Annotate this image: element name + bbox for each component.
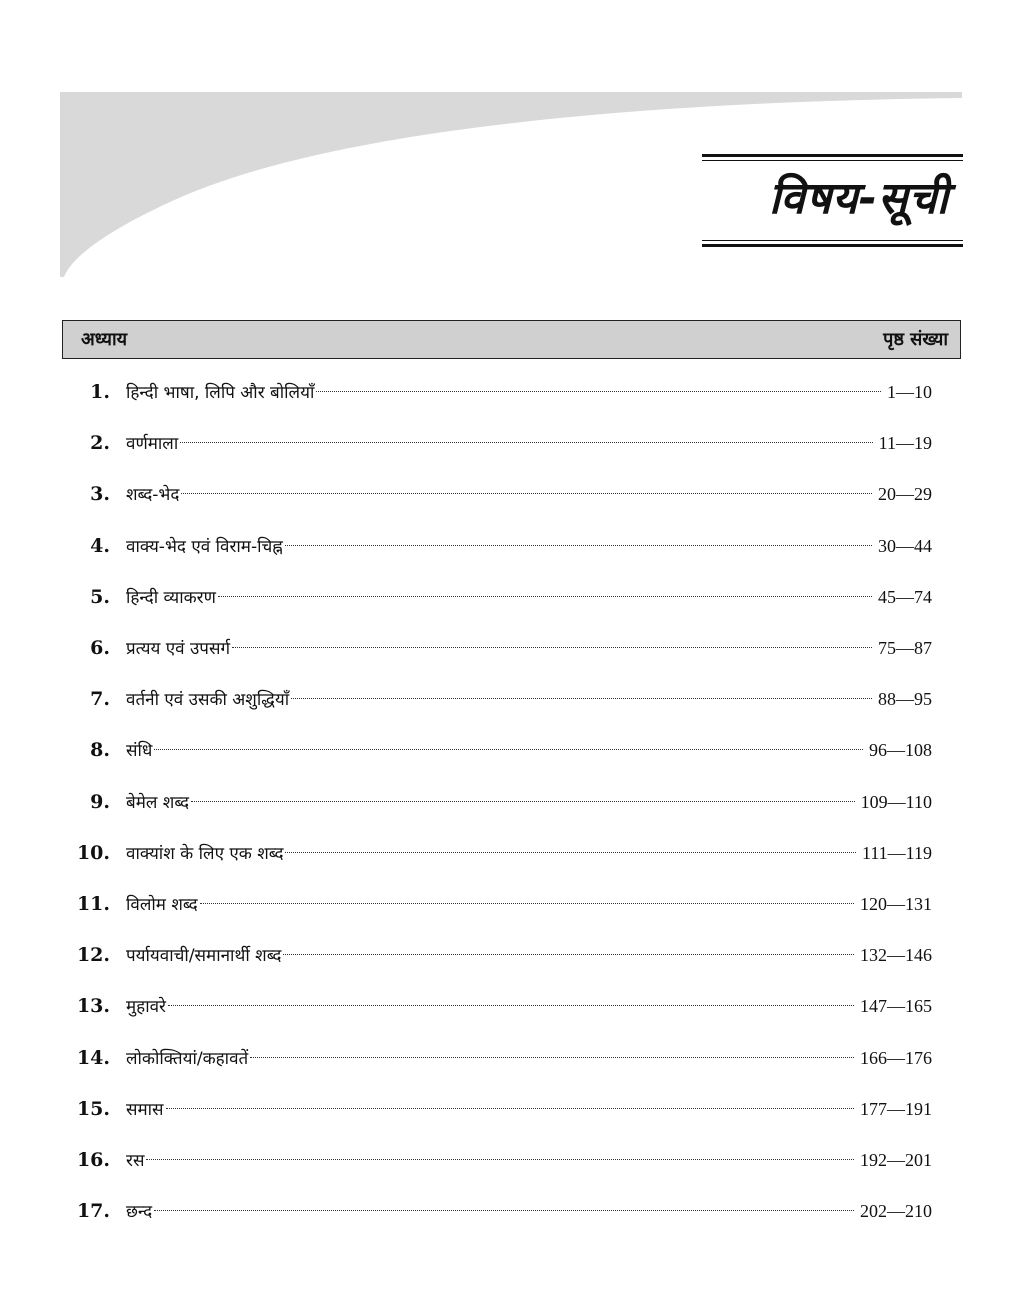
dot-leader (232, 647, 872, 648)
page-range: 132—146 (860, 945, 932, 966)
chapter-title: बेमेल शब्द (126, 792, 190, 813)
toc-row (72, 472, 932, 516)
chapter-number: 2. (90, 432, 110, 455)
toc-row (72, 524, 932, 568)
chapter-title: छन्द (126, 1202, 153, 1223)
toc-row (72, 1138, 932, 1182)
page-range: 75—87 (878, 638, 932, 658)
chapter-number: 1. (90, 381, 110, 403)
toc-row (72, 984, 932, 1028)
page-range: 45—74 (878, 586, 932, 607)
chapter-number: 4. (90, 534, 110, 557)
chapter-title: प्रत्यय एवं उपसर्ग (126, 639, 231, 659)
chapter-title: रस (126, 1151, 145, 1171)
toc-row (72, 728, 932, 772)
toc-row (72, 421, 932, 465)
chapter-title: विलोम शब्द (126, 895, 198, 915)
table-header (62, 320, 961, 359)
title-rule-bottom-thin (702, 240, 963, 241)
page-range: 96—108 (869, 740, 932, 761)
toc-row (72, 882, 932, 926)
title-block (702, 154, 963, 248)
chapter-number: 5. (90, 585, 110, 608)
dot-leader (291, 698, 872, 699)
title-rule-bottom (702, 244, 963, 247)
page-range: 120—131 (860, 894, 932, 914)
chapter-title: वर्णमाला (126, 434, 179, 455)
chapter-number: 13. (76, 995, 110, 1018)
chapter-title: वाक्यांश के लिए एक शब्द (126, 843, 284, 864)
title-rule-top-thin (702, 160, 963, 161)
toc-row (72, 677, 932, 721)
chapter-number: 8. (90, 739, 110, 762)
header-chapter: अध्याय (81, 329, 128, 350)
chapter-number: 9. (90, 790, 110, 813)
dot-leader (285, 545, 872, 546)
page-title: विषय-सूची (768, 173, 949, 224)
dot-leader (154, 749, 863, 750)
chapter-number: 16. (76, 1149, 110, 1171)
toc-row (72, 1036, 932, 1080)
chapter-title: शब्द-भेद (126, 485, 180, 506)
dot-leader (283, 954, 854, 955)
page-range: 192—201 (860, 1150, 932, 1170)
dot-leader (316, 391, 881, 392)
toc-row (72, 1189, 932, 1233)
chapter-title: पर्यायवाची/समानार्थी शब्द (126, 946, 282, 967)
dot-leader (218, 596, 872, 597)
header-page-number: पृष्ठ संख्या (883, 329, 948, 350)
page-range: 177—191 (860, 1098, 932, 1119)
dot-leader (168, 1005, 854, 1006)
chapter-title: मुहावरे (126, 997, 167, 1018)
chapter-title: संधि (126, 741, 153, 762)
chapter-title: हिन्दी भाषा, लिपि और बोलियाँ (126, 383, 315, 403)
chapter-title: लोकोक्तियां/कहावतें (126, 1048, 249, 1069)
chapter-number: 10. (76, 841, 110, 864)
chapter-title: समास (126, 1099, 164, 1120)
dot-leader (250, 1057, 854, 1058)
chapter-number: 7. (90, 688, 110, 711)
page-range: 1—10 (887, 382, 932, 402)
chapter-title: वाक्य-भेद एवं विराम-चिह्न (126, 536, 283, 557)
chapter-title: वर्तनी एवं उसकी अशुद्धियाँ (126, 690, 290, 711)
chapter-number: 15. (76, 1097, 110, 1120)
chapter-number: 6. (90, 637, 110, 659)
page-range: 20—29 (878, 484, 932, 505)
chapter-number: 3. (90, 483, 110, 506)
dot-leader (200, 903, 854, 904)
dot-leader (180, 442, 872, 443)
page-range: 166—176 (860, 1047, 932, 1068)
page-range: 111—119 (862, 842, 932, 863)
dot-leader (181, 493, 872, 494)
page-range: 30—44 (878, 535, 932, 556)
chapter-number: 12. (76, 944, 110, 967)
toc-row (72, 1087, 932, 1131)
dot-leader (154, 1210, 854, 1211)
toc-row (72, 933, 932, 977)
page-range: 88—95 (878, 689, 932, 710)
toc-row (72, 780, 932, 824)
dot-leader (191, 801, 855, 802)
page-range: 11—19 (878, 433, 932, 454)
dot-leader (285, 852, 856, 853)
toc-row (72, 831, 932, 875)
page-range: 147—165 (860, 996, 932, 1017)
chapter-title: हिन्दी व्याकरण (126, 587, 216, 608)
toc-row (72, 575, 932, 619)
dot-leader (166, 1108, 854, 1109)
toc-row (72, 370, 932, 414)
chapter-number: 14. (76, 1046, 110, 1069)
chapter-number: 17. (76, 1200, 110, 1223)
title-rule-top (702, 154, 963, 157)
chapter-number: 11. (76, 893, 110, 915)
page-range: 202—210 (860, 1201, 932, 1222)
page-range: 109—110 (860, 791, 932, 812)
dot-leader (146, 1159, 854, 1160)
toc-row (72, 626, 932, 670)
